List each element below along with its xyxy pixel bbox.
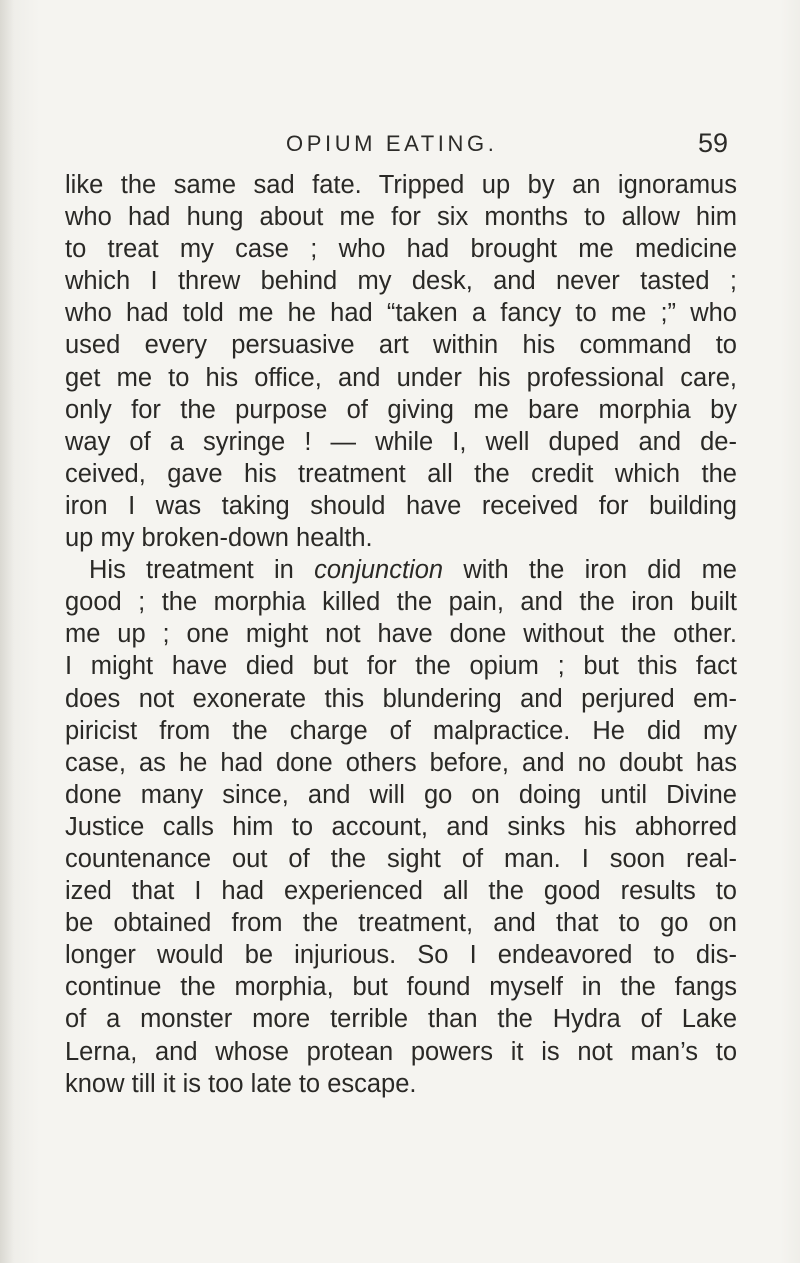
text-line: me up ; one might not have done without the other. [65,620,737,649]
text-line: does not exonerate this blundering and perjured em- [65,684,737,713]
text-line: longer would be injurious. So I endeavored to dis- [65,941,737,970]
page-number: 59 [698,128,729,158]
text-line: case, as he had done others before, and no doubt has [65,748,737,777]
text-line: who had told me he had “taken a fancy to me ;” who [65,299,737,328]
text-line: only for the purpose of giving me bare morphia by [65,395,737,424]
page-gutter-shadow [0,0,14,1263]
text-line: good ; the morphia killed the pain, and the iron built [65,588,737,617]
text-line: which I threw behind my desk, and never tasted ; [65,267,737,296]
text-line: done many since, and will go on doing until Divine [65,780,737,809]
text-line: Justice calls him to account, and sinks his abhorred [65,812,737,841]
italic-text: conjunction [314,556,444,585]
text-line: used every persuasive art within his command to [65,331,737,360]
paragraph-opening-line [65,554,737,586]
text-line: countenance out of the sight of man. I soon real- [65,844,737,873]
text-line: continue the morphia, but found myself in the fangs [65,973,737,1002]
text-line: piricist from the charge of malpractice. He did my [65,716,737,745]
text-line: ized that I had experienced all the good results to [65,877,737,906]
text-run: His treatment in [89,556,315,585]
text-line: be obtained from the treatment, and that to go on [65,909,737,938]
body-text [65,169,737,1100]
text-line: ceived, gave his treatment all the credit which the [65,459,737,488]
text-line: iron I was taking should have received for building [65,491,737,520]
text-line: Lerna, and whose protean powers it is not man’s to [65,1037,737,1066]
text-line: get me to his office, and under his professional care, [65,363,737,392]
text-line: way of a syringe ! — while I, well duped and de- [65,427,737,456]
text-line: I might have died but for the opium ; but this fact [65,652,737,681]
text-line: up my broken-down health. [65,524,373,553]
text-line: who had hung about me for six months to allow him [65,203,737,232]
text-line: to treat my case ; who had brought me medicine [65,235,737,264]
text-run: with the iron did me [443,556,737,585]
text-line: like the same sad fate. Tripped up by an ignoramus [65,171,737,199]
text-line: of a monster more terrible than the Hydra of Lake [65,1005,737,1034]
running-title: OPIUM EATING. [286,131,498,156]
text-line: know till it is too late to escape. [65,1069,417,1098]
